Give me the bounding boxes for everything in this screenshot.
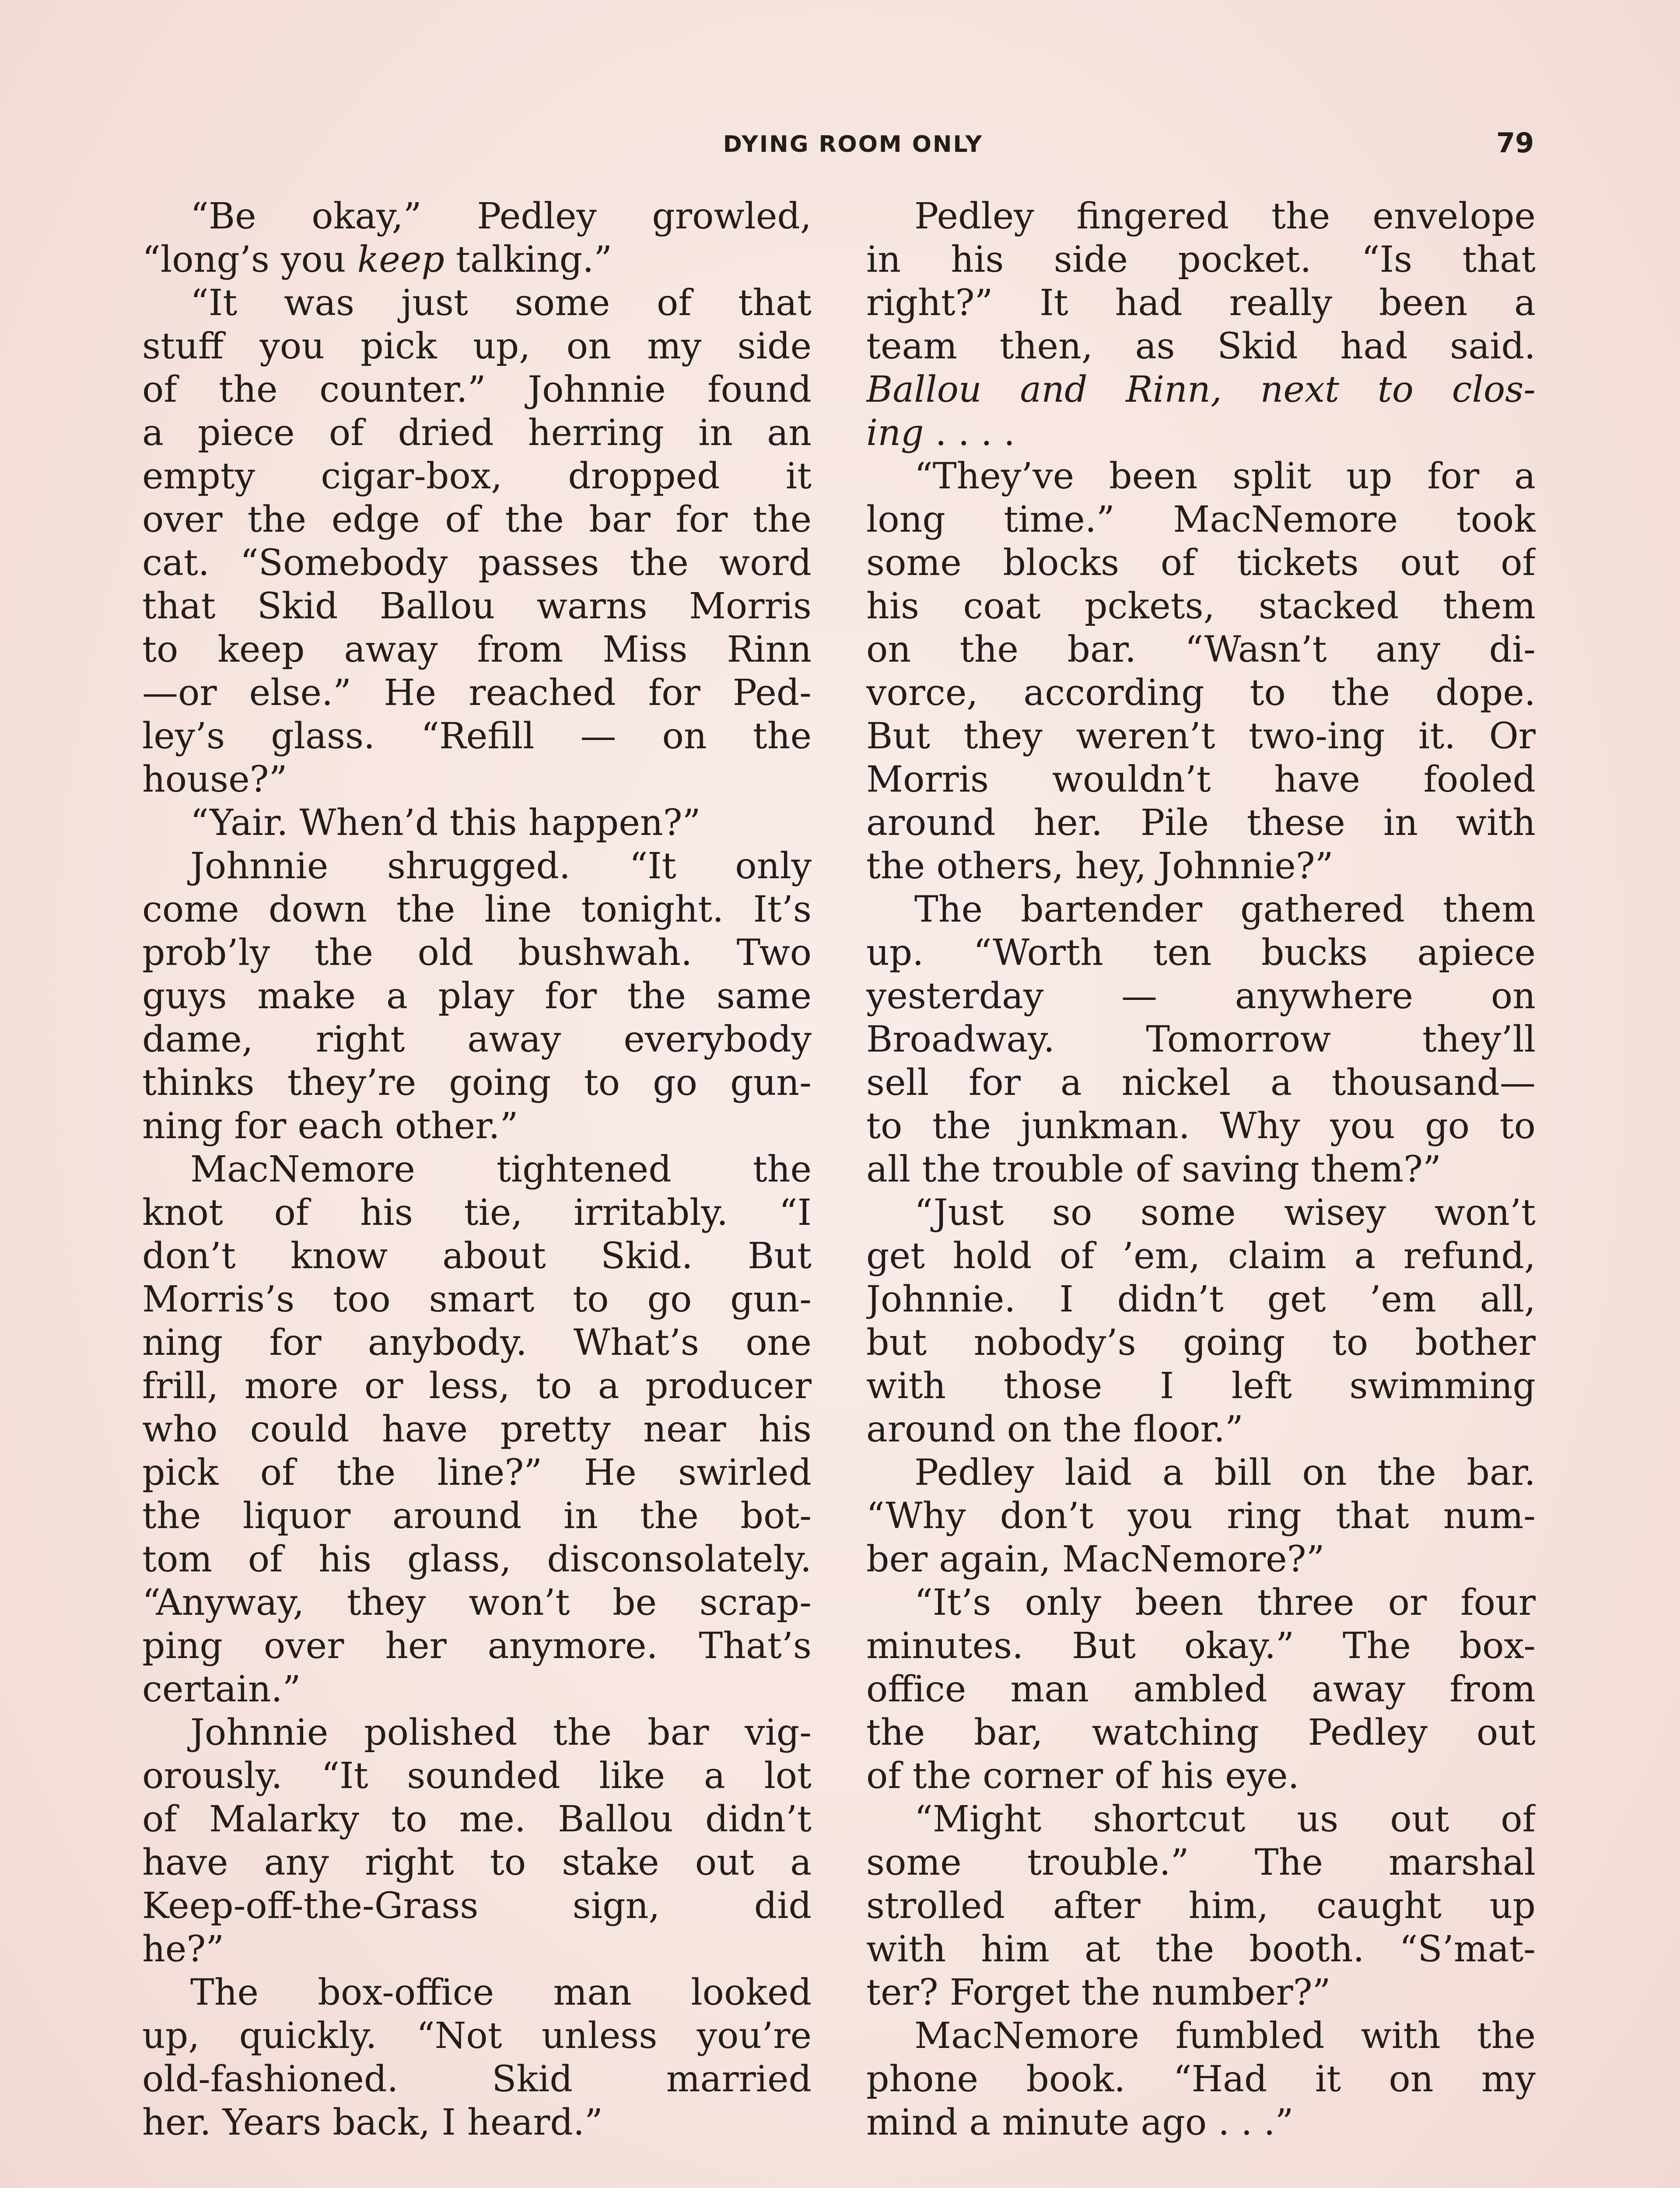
right-column-line: to the junkman. Why you go to <box>866 1105 1536 1147</box>
left-column-line: frill, more or less, to a producer <box>142 1365 812 1407</box>
left-column-line: prob’ly the old bushwah. Two <box>142 932 812 974</box>
right-column-line: vorce, according to the dope. <box>866 672 1536 714</box>
right-column-line: But they weren’t two-ing it. Or <box>866 715 1536 757</box>
right-column-line: phone book. “Had it on my <box>866 2058 1536 2100</box>
right-column-line: ter? Forget the number?” <box>866 1972 1331 2013</box>
right-column-line: some trouble.” The marshal <box>866 1842 1536 1883</box>
left-column-line: Johnnie shrugged. “It only <box>190 845 812 887</box>
right-column-line: mind a minute ago . . .” <box>866 2102 1294 2143</box>
left-column-line: ning for each other.” <box>142 1105 518 1147</box>
right-column-line: The bartender gathered them <box>914 889 1536 930</box>
right-column-line: yesterday — anywhere on <box>866 975 1536 1017</box>
left-column-line: come down the line tonight. It’s <box>142 889 812 930</box>
right-column-line: his coat pckets, stacked them <box>866 586 1536 627</box>
left-column-line: —or else.” He reached for Ped- <box>142 672 812 714</box>
left-column-line: guys make a play for the same <box>142 975 812 1017</box>
right-column-line: “They’ve been split up for a <box>914 456 1536 497</box>
right-column-line: ing . . . . <box>866 412 1015 454</box>
right-column-line: all the trouble of saving them?” <box>866 1149 1442 1190</box>
right-column-line: in his side pocket. “Is that <box>866 239 1536 281</box>
left-column-line: “Yair. When’d this happen?” <box>190 802 701 844</box>
right-column-line: around her. Pile these in with <box>866 802 1536 844</box>
left-column-line: stuff you pick up, on my side <box>142 326 812 367</box>
left-column-line: orously. “It sounded like a lot <box>142 1755 812 1797</box>
right-text-column <box>866 195 1536 2144</box>
left-column-line: he?” <box>142 1929 224 1970</box>
left-column-line: The box-office man looked <box>190 1972 812 2013</box>
running-head-title: DYING ROOM ONLY <box>723 131 984 158</box>
right-column-line: the others, hey, Johnnie?” <box>866 845 1334 887</box>
left-column-line: of the counter.” Johnnie found <box>142 369 812 410</box>
left-column-line: “Anyway, they won’t be scrap- <box>142 1582 812 1623</box>
left-column-line: dame, right away everybody <box>142 1019 812 1060</box>
right-column-line: around on the floor.” <box>866 1409 1243 1450</box>
right-column-line: “Might shortcut us out of <box>914 1799 1536 1840</box>
right-column-line: Pedley laid a bill on the bar. <box>914 1452 1536 1494</box>
left-column-line: who could have pretty near his <box>142 1409 812 1450</box>
left-column-line: MacNemore tightened the <box>190 1149 812 1190</box>
right-column-line: team then, as Skid had said. <box>866 326 1536 367</box>
right-column-line: “Why don’t you ring that num- <box>866 1495 1536 1537</box>
right-column-line: on the bar. “Wasn’t any di- <box>866 629 1536 670</box>
left-column-line: don’t know about Skid. But <box>142 1235 812 1277</box>
left-column-line: “Be okay,” Pedley growled, <box>190 196 812 237</box>
left-column-line: the liquor around in the bot- <box>142 1495 812 1537</box>
left-column-line: ping over her anymore. That’s <box>142 1625 812 1667</box>
right-column-line: long time.” MacNemore took <box>866 499 1536 540</box>
right-column-line: “Just so some wisey won’t <box>914 1192 1536 1234</box>
right-column-line: ber again, MacNemore?” <box>866 1539 1325 1580</box>
right-column-line: with him at the booth. “S’mat- <box>866 1929 1536 1970</box>
left-column-line: up, quickly. “Not unless you’re <box>142 2015 812 2057</box>
left-column-line: that Skid Ballou warns Morris <box>142 586 812 627</box>
right-column-line: of the corner of his eye. <box>866 1755 1299 1797</box>
left-column-line: “It was just some of that <box>190 282 812 324</box>
right-column-line: Morris wouldn’t have fooled <box>866 759 1536 800</box>
right-column-line: sell for a nickel a thousand— <box>866 1062 1536 1104</box>
left-column-line: knot of his tie, irritably. “I <box>142 1192 812 1234</box>
left-column-line: a piece of dried herring in an <box>142 412 812 454</box>
left-column-line: old-fashioned. Skid married <box>142 2058 812 2100</box>
right-column-line: Johnnie. I didn’t get ’em all, <box>866 1279 1536 1320</box>
right-column-line: Pedley fingered the envelope <box>914 196 1536 237</box>
page-number: 79 <box>1496 127 1534 159</box>
right-column-line: office man ambled away from <box>866 1669 1536 1710</box>
left-column-line: of Malarky to me. Ballou didn’t <box>142 1799 812 1840</box>
right-column-line <box>866 368 1536 411</box>
italic-text: keep <box>357 239 444 281</box>
right-column-line: some blocks of tickets out of <box>866 542 1536 584</box>
right-column-line: the bar, watching Pedley out <box>866 1712 1536 1753</box>
left-column-line: thinks they’re going to go gun- <box>142 1062 812 1104</box>
right-column-line: Broadway. Tomorrow they’ll <box>866 1019 1536 1060</box>
left-column-line: Morris’s too smart to go gun- <box>142 1279 812 1320</box>
left-column-line: have any right to stake out a <box>142 1842 812 1883</box>
italic-text: ing <box>866 412 924 454</box>
right-column-line: minutes. But okay.” The box- <box>866 1625 1536 1667</box>
left-column-line: empty cigar-box, dropped it <box>142 456 812 497</box>
right-column-line: up. “Worth ten bucks apiece <box>866 932 1536 974</box>
left-column-line: cat. “Somebody passes the word <box>142 542 812 584</box>
right-column-line: but nobody’s going to bother <box>866 1322 1536 1364</box>
right-column-line: “It’s only been three or four <box>914 1582 1536 1623</box>
left-column-line: tom of his glass, disconsolately. <box>142 1539 812 1580</box>
left-column-line: “long’s you keep talking.” <box>142 239 612 281</box>
left-column-line: pick of the line?” He swirled <box>142 1452 812 1494</box>
left-text-column <box>142 195 812 2144</box>
right-column-line: get hold of ’em, claim a refund, <box>866 1235 1536 1277</box>
right-column-line: with those I left swimming <box>866 1365 1536 1407</box>
left-column-line: her. Years back, I heard.” <box>142 2102 603 2143</box>
left-column-line: house?” <box>142 759 287 800</box>
left-column-line: Keep-off-the-Grass sign, did <box>142 1885 812 1927</box>
left-column-line: ley’s glass. “Refill — on the <box>142 715 812 757</box>
italic-text: Ballou and Rinn, next to clos- <box>866 369 1536 410</box>
right-column-line: right?” It had really been a <box>866 282 1536 324</box>
right-column-line: MacNemore fumbled with the <box>914 2015 1536 2057</box>
left-column-line: Johnnie polished the bar vig- <box>190 1712 812 1753</box>
left-column-line: certain.” <box>142 1669 301 1710</box>
left-column-line: ning for anybody. What’s one <box>142 1322 812 1364</box>
left-column-line: over the edge of the bar for the <box>142 499 812 540</box>
left-column-line: to keep away from Miss Rinn <box>142 629 812 670</box>
right-column-line: strolled after him, caught up <box>866 1885 1536 1927</box>
